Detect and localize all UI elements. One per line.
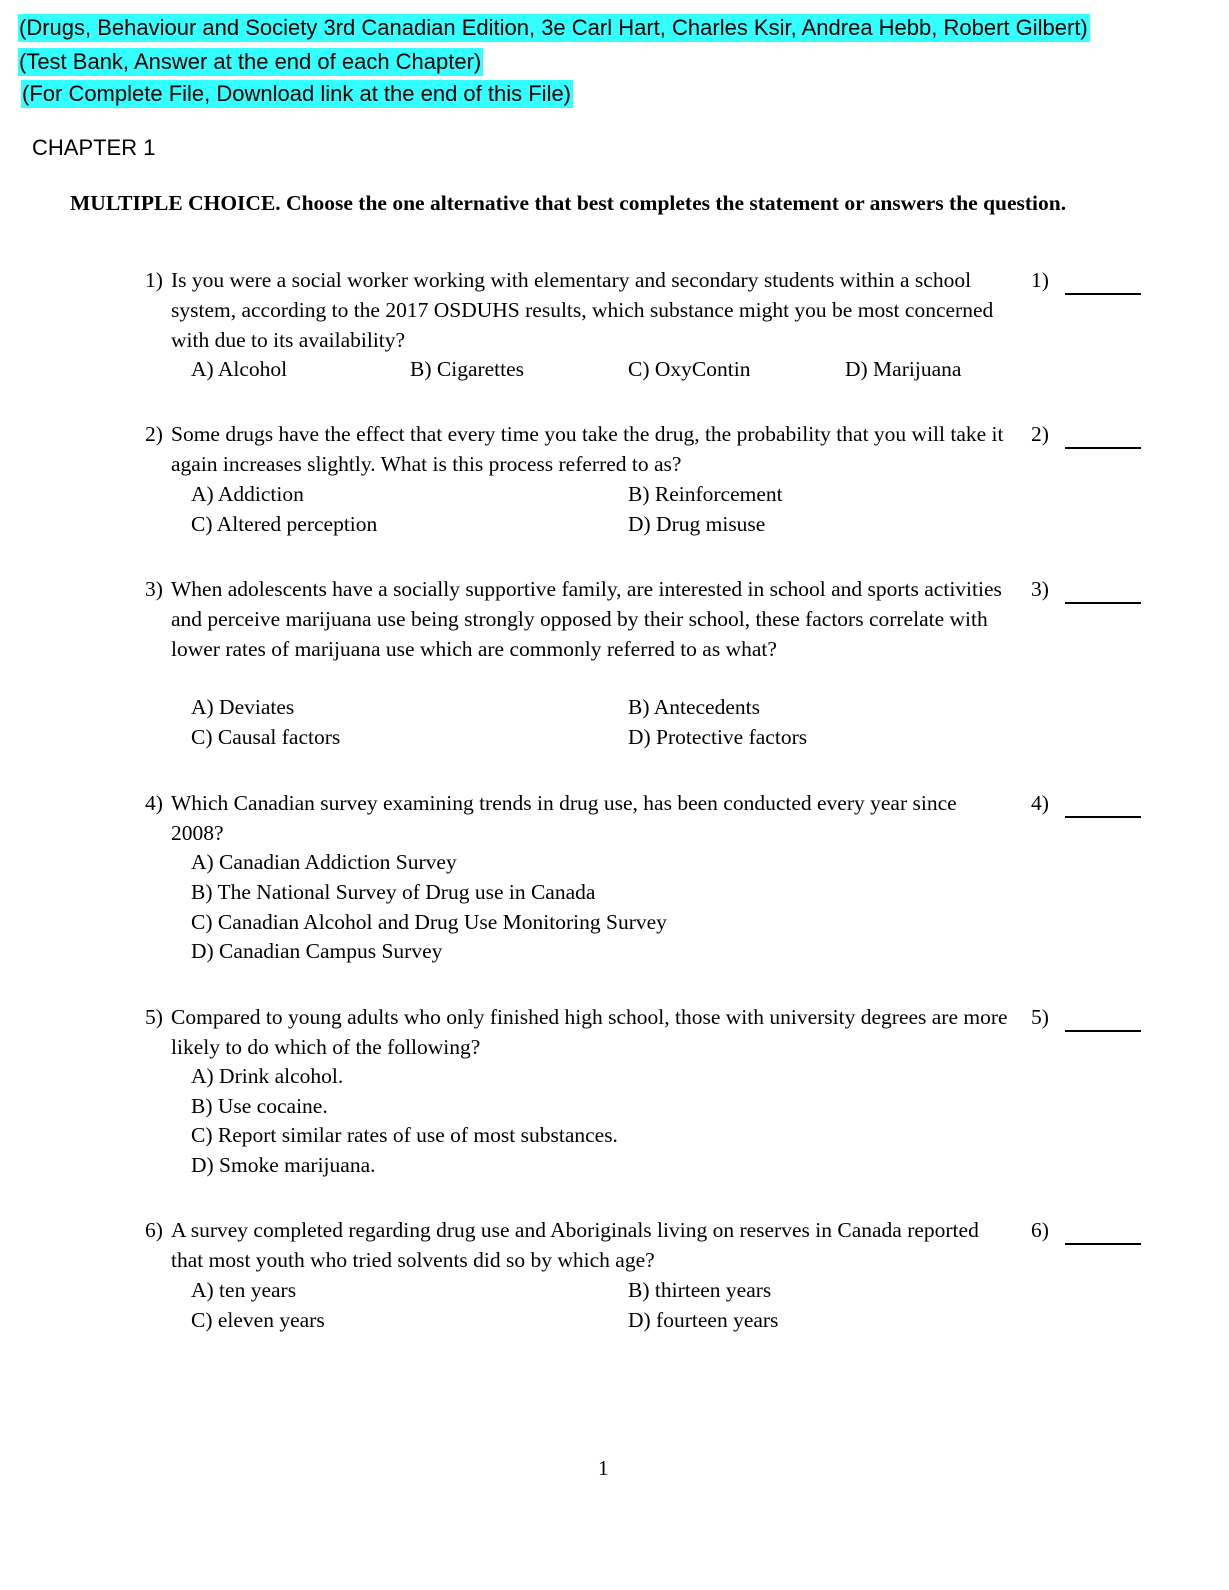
header-line-2: (Test Bank, Answer at the end of each Chapter) xyxy=(19,49,482,74)
answer-number: 2) xyxy=(1031,422,1049,446)
option-c: C) Report similar rates of use of most substances. xyxy=(191,1123,618,1147)
option-c: C) Causal factors xyxy=(191,725,341,749)
question-text: A survey completed regarding drug use and Aboriginals living on reserves in Canada reported that most youth who tried solvents did so by which age? xyxy=(171,1218,979,1272)
option-a: A) Addiction xyxy=(191,482,304,506)
chapter-heading: CHAPTER 1 xyxy=(32,135,156,160)
question-number: 4) xyxy=(145,791,163,815)
question-text: Some drugs have the effect that every time you take the drug, the probability that you will take it again increases slightly. What is this process referred to as? xyxy=(171,422,1004,476)
answer-blank[interactable] xyxy=(1065,447,1141,449)
question-number: 2) xyxy=(145,422,163,446)
answer-blank[interactable] xyxy=(1065,602,1141,604)
option-a: A) Canadian Addiction Survey xyxy=(191,850,457,874)
option-a: A) Deviates xyxy=(191,695,295,719)
instructions: MULTIPLE CHOICE. Choose the one alternative that best completes the statement or answers the question. xyxy=(70,191,1067,215)
option-d: D) fourteen years xyxy=(628,1308,779,1332)
option-c: C) Canadian Alcohol and Drug Use Monitoring Survey xyxy=(191,910,667,934)
answer-number: 5) xyxy=(1031,1005,1049,1029)
option-d: D) Marijuana xyxy=(845,357,962,381)
answer-blank[interactable] xyxy=(1065,816,1141,818)
question-text: Compared to young adults who only finished high school, those with university degrees are more likely to do which of the following? xyxy=(171,1005,1008,1059)
option-c: C) OxyContin xyxy=(628,357,751,381)
option-b: B) The National Survey of Drug use in Canada xyxy=(191,880,596,904)
option-d: D) Drug misuse xyxy=(628,512,766,536)
answer-number: 1) xyxy=(1031,268,1049,292)
answer-number: 4) xyxy=(1031,791,1049,815)
option-b: B) Use cocaine. xyxy=(191,1094,328,1118)
question-text: When adolescents have a socially supportive family, are interested in school and sports activities and perceive marijuana use being strongly opposed by their school, these factors correlate with lower rates of marijuana use which are commonly referred to as what? xyxy=(171,577,1002,661)
question-number: 5) xyxy=(145,1005,163,1029)
question-number: 1) xyxy=(145,268,163,292)
question-number: 6) xyxy=(145,1218,163,1242)
page-number: 1 xyxy=(598,1456,609,1480)
option-c: C) Altered perception xyxy=(191,512,378,536)
question-text: Which Canadian survey examining trends in drug use, has been conducted every year since 2008? xyxy=(171,791,957,845)
option-d: D) Canadian Campus Survey xyxy=(191,939,443,963)
option-a: A) ten years xyxy=(191,1278,297,1302)
header-line-1: (Drugs, Behaviour and Society 3rd Canadian Edition, 3e Carl Hart, Charles Ksir, Andrea Hebb, Robert Gilbert) xyxy=(19,15,1088,40)
answer-blank[interactable] xyxy=(1065,293,1141,295)
header-line-3: (For Complete File, Download link at the end of this File) xyxy=(22,81,572,106)
answer-number: 6) xyxy=(1031,1218,1049,1242)
answer-blank[interactable] xyxy=(1065,1243,1141,1245)
option-b: B) Reinforcement xyxy=(628,482,783,506)
option-b: B) thirteen years xyxy=(628,1278,772,1302)
option-b: B) Cigarettes xyxy=(410,357,525,381)
option-a: A) Drink alcohol. xyxy=(191,1064,344,1088)
answer-number: 3) xyxy=(1031,577,1049,601)
question-text: Is you were a social worker working with elementary and secondary students within a school system, according to the 2017 OSDUHS results, which substance might you be most concerned with due to its availability? xyxy=(171,268,994,352)
option-d: D) Smoke marijuana. xyxy=(191,1153,376,1177)
option-b: B) Antecedents xyxy=(628,695,760,719)
option-d: D) Protective factors xyxy=(628,725,808,749)
answer-blank[interactable] xyxy=(1065,1030,1141,1032)
option-a: A) Alcohol xyxy=(191,357,288,381)
question-number: 3) xyxy=(145,577,163,601)
option-c: C) eleven years xyxy=(191,1308,325,1332)
